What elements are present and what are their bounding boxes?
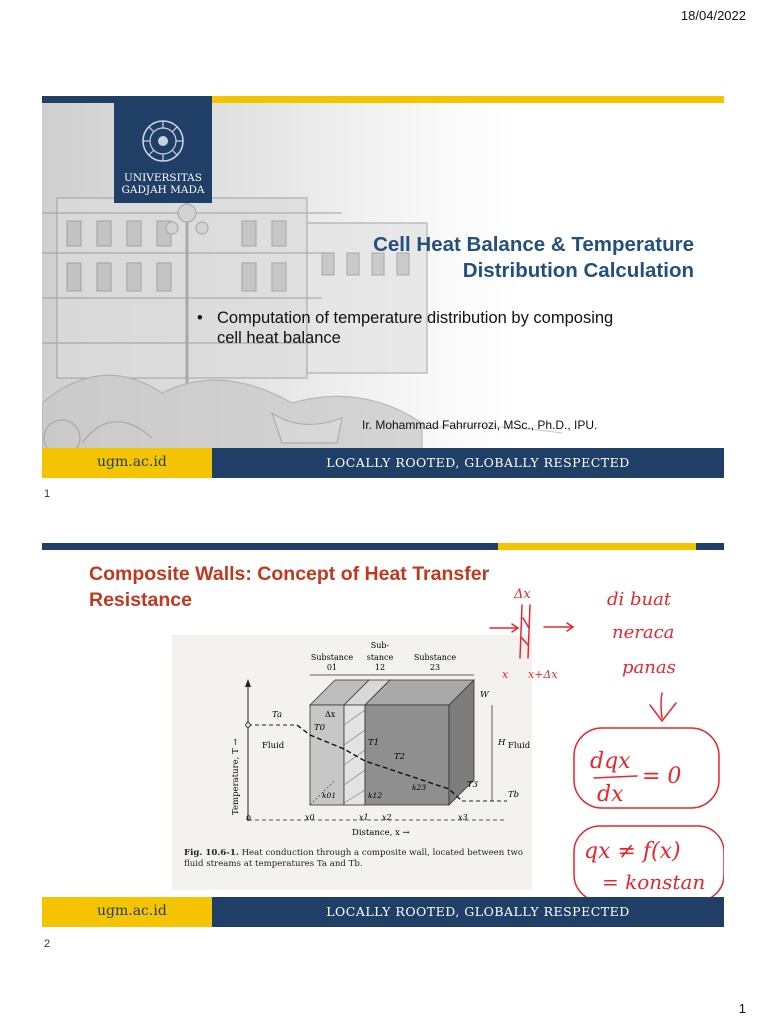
label-H: H [498, 738, 506, 748]
footer-url: ugm.ac.id [97, 454, 167, 470]
col-sub: Sub- [370, 641, 390, 650]
label-x0: x0 [305, 813, 315, 822]
hw-note-2: neraca [612, 622, 675, 643]
fluid-right-label: Fluid [508, 741, 531, 751]
col3-line2: 23 [429, 663, 441, 672]
slide-footer [42, 897, 724, 927]
label-x2: x2 [382, 813, 392, 822]
bullet-marker: • [197, 309, 203, 327]
label-k12: k12 [368, 791, 383, 800]
handwritten-annotations [472, 583, 724, 903]
col2-line2: 12 [374, 663, 386, 672]
label-T3: T3 [467, 780, 479, 790]
hw-eq2-line2: = konstan [602, 870, 706, 894]
label-x3: x3 [458, 813, 468, 822]
ugm-seal-icon [114, 103, 212, 203]
slide-top-bar [42, 543, 724, 550]
slide-1-title [373, 232, 694, 284]
slide-2 [42, 543, 724, 927]
label-T1: T1 [368, 738, 380, 748]
hw-note-1: di buat [607, 589, 672, 610]
label-0: 0 [246, 814, 252, 823]
slide-1-title-line-1: Cell Heat Balance & Temperature [373, 233, 694, 256]
ugm-logo [114, 103, 212, 203]
col2-line1: stance [366, 653, 394, 662]
col1-line2: 01 [326, 663, 338, 672]
hw-eq2-line1: qx ≠ f(x) [584, 839, 681, 864]
footer-url: ugm.ac.id [97, 903, 167, 919]
label-T2: T2 [394, 752, 406, 762]
logo-text-1: UNIVERSITAS [124, 172, 202, 184]
label-x1: x1 [359, 813, 369, 822]
hw-eq1-rhs: = 0 [642, 764, 682, 789]
slide-number-2: 2 [44, 938, 51, 950]
footer-motto: LOCALLY ROOTED, GLOBALLY RESPECTED [326, 455, 630, 470]
label-dx: Δx [325, 710, 336, 719]
logo-text-2: GADJAH MADA [121, 184, 205, 196]
label-k23: k23 [412, 783, 427, 792]
header-date: 18/04/2022 [680, 8, 746, 23]
slide-1-title-line-2: Distribution Calculation [462, 259, 694, 282]
slide-top-bar [42, 96, 724, 103]
hw-note-3: panas [622, 657, 676, 678]
hw-x-dx: x+Δx [528, 668, 558, 681]
slide-number-1: 1 [44, 488, 51, 500]
author: Ir. Mohammad Fahrurrozi, MSc., Ph.D., IPU. [362, 418, 598, 432]
hw-eq1-den: dx [597, 782, 624, 807]
label-W: W [480, 690, 489, 700]
slide-2-title-line-2: Resistance [89, 589, 192, 611]
footer-motto: LOCALLY ROOTED, GLOBALLY RESPECTED [326, 904, 630, 919]
y-axis-label: Temperature, T → [231, 738, 241, 815]
col1-line1: Substance [310, 653, 354, 662]
label-k01: k01 [322, 791, 337, 800]
hw-dx: Δx [514, 587, 531, 602]
hw-x: x [502, 668, 509, 681]
page-number: 1 [738, 1001, 746, 1016]
fluid-left-label: Fluid [262, 741, 285, 751]
bullet-text: Computation of temperature distribution by composing cell heat balance [217, 309, 614, 347]
slide-2-title-line-1: Composite Walls: Concept of Heat Transfer [89, 563, 490, 585]
caption-text: Heat conduction through a composite wall, located between two fluid streams at temperatures Ta and Tb. [184, 848, 524, 869]
label-Ta: Ta [272, 710, 283, 720]
slide-1-bullet [197, 308, 617, 348]
slide-footer [42, 448, 724, 478]
label-T0: T0 [314, 723, 326, 733]
x-axis-label: Distance, x → [352, 828, 410, 838]
hw-eq1-num: dqx [590, 749, 631, 774]
slide-1 [42, 96, 724, 478]
col3-line1: Substance [413, 653, 457, 662]
label-Tb: Tb [508, 790, 520, 800]
caption-bold: Fig. 10.6-1. [184, 848, 239, 858]
